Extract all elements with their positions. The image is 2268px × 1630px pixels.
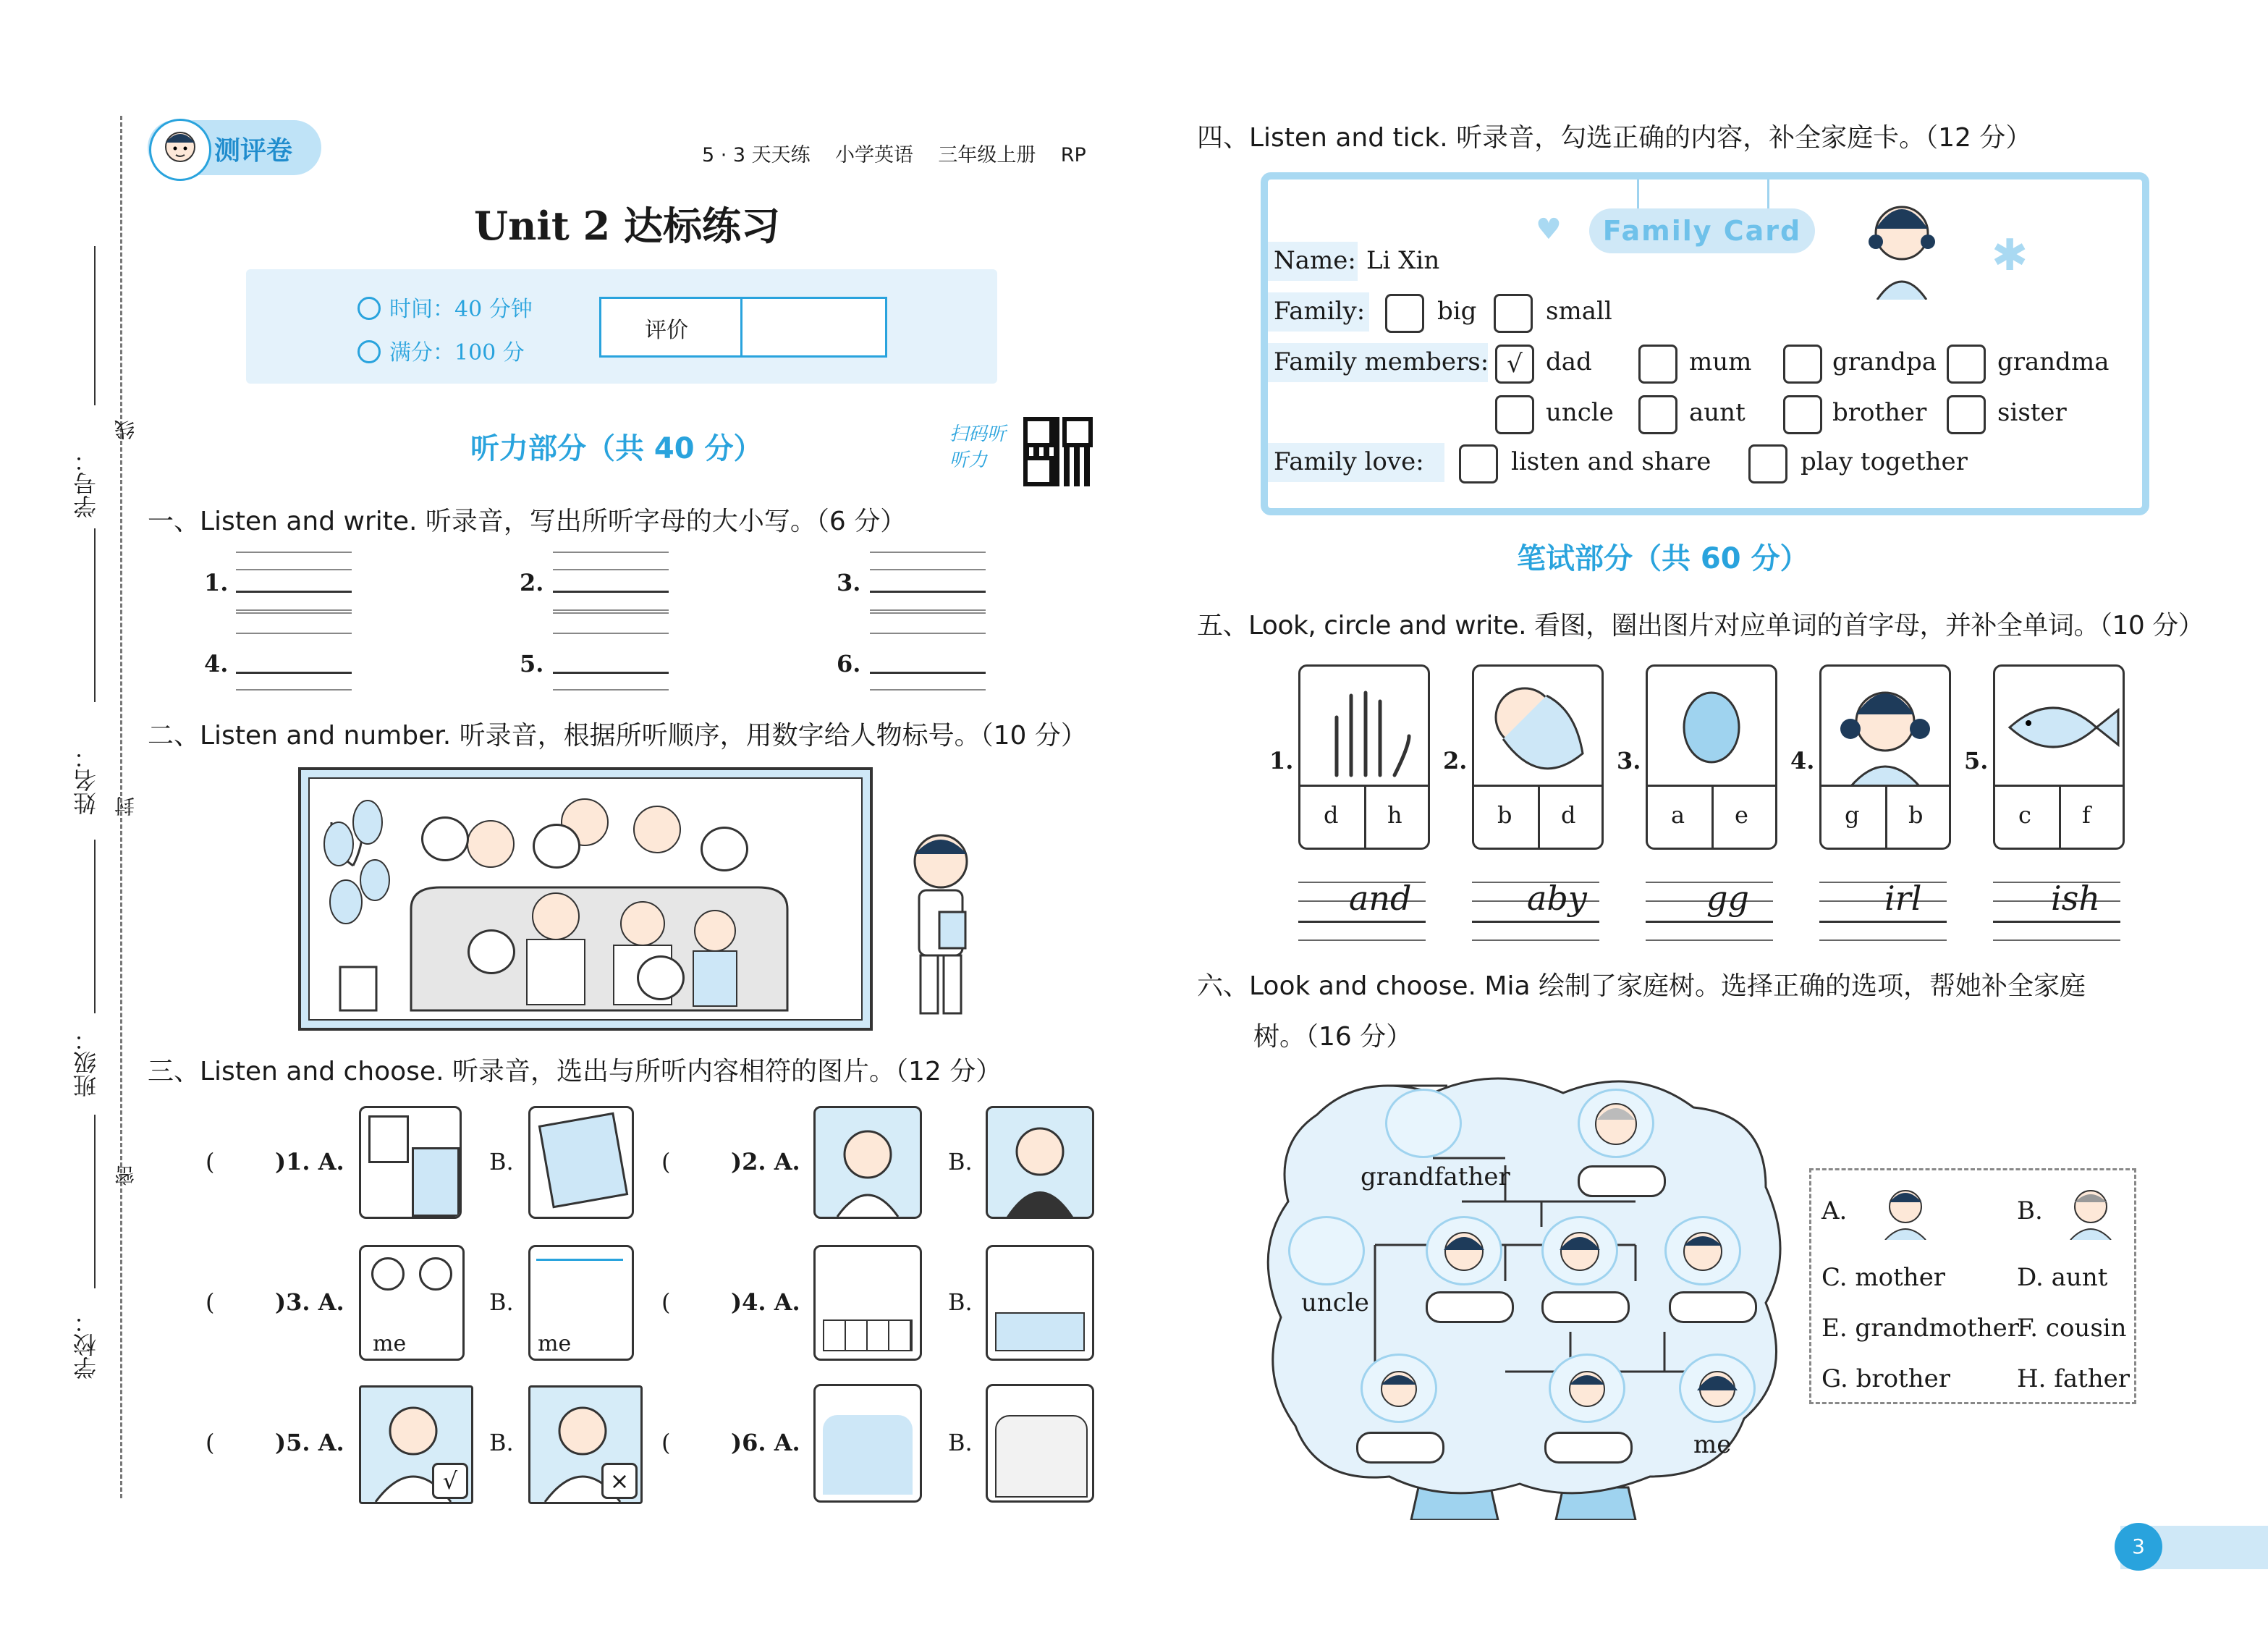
checkbox-sister[interactable] (1947, 395, 1986, 434)
egg-picture (1648, 667, 1775, 787)
q1-num-2: 2. (520, 569, 544, 596)
q5-card-hand (1298, 664, 1430, 850)
star-icon: ✱ (1992, 230, 2028, 281)
option-h[interactable]: H. father (2017, 1364, 2131, 1393)
member-dad: dad (1546, 347, 1592, 376)
q5-word-5: ish (2051, 879, 2100, 918)
q5-num-4: 4. (1790, 747, 1815, 774)
full-score: 满分：100 分 (389, 340, 525, 366)
family-scene-illustration (310, 779, 861, 1019)
q3-b-2: B. (948, 1148, 973, 1175)
number-circle-4[interactable] (467, 929, 515, 974)
option-f[interactable]: F. cousin (2017, 1314, 2127, 1343)
q3-paren-1: ( (206, 1148, 215, 1175)
q3-b-6: B. (948, 1429, 973, 1456)
q5-card-egg (1646, 664, 1777, 850)
member-sister: sister (1997, 398, 2067, 427)
q5-card-fish (1993, 664, 2125, 850)
member-uncle: uncle (1546, 398, 1614, 427)
checkbox-mum[interactable] (1638, 345, 1677, 384)
header-book: 5 · 3 天天练 (702, 144, 811, 166)
q3-2-option-b[interactable] (986, 1106, 1094, 1219)
listening-heading: 听力部分（共 40 分） (470, 432, 763, 465)
fish-picture (1995, 667, 2123, 787)
q5-write-3[interactable] (1646, 879, 1773, 941)
apple-grandmother (1578, 1089, 1654, 1158)
q5-5-letter-left[interactable]: c (2018, 801, 2031, 829)
q3-paren-5: ( (206, 1429, 215, 1456)
q3-1-option-a[interactable] (359, 1106, 462, 1219)
tree-slot-mother[interactable] (1541, 1291, 1630, 1323)
q3-num-3: )3. A. (275, 1288, 344, 1316)
family-tree (1259, 1071, 1795, 1520)
margin-label-school: 学校： (72, 1310, 100, 1380)
q3-paren-2: ( (661, 1148, 671, 1175)
name-value: Li Xin (1366, 246, 1440, 275)
girl-illustration (1858, 191, 1945, 300)
q5-5-letter-right[interactable]: f (2082, 801, 2091, 829)
q3-b-3: B. (489, 1288, 514, 1316)
page-title: Unit 2 达标练习 (474, 203, 780, 249)
q5-num-2: 2. (1443, 747, 1468, 774)
check-icon (357, 340, 381, 363)
apple-uncle (1288, 1216, 1365, 1285)
option-c[interactable]: C. mother (1821, 1263, 1946, 1292)
checkbox-aunt[interactable] (1638, 395, 1677, 434)
member-aunt: aunt (1689, 398, 1746, 427)
margin-line-1 (94, 246, 96, 405)
q1-writing-lines-6[interactable] (870, 612, 986, 679)
hand-picture (1300, 667, 1428, 787)
q3-num-1: )1. A. (275, 1148, 344, 1175)
margin-line-2 (94, 528, 96, 702)
margin-label-name: 姓名： (72, 746, 100, 815)
q3-num-5: )5. A. (275, 1429, 344, 1456)
margin-mark-secret: 密 (114, 1165, 137, 1186)
q3-b-5: B. (489, 1429, 514, 1456)
tick-mark: √ (432, 1463, 468, 1499)
number-circle-1[interactable] (421, 816, 469, 861)
option-small: small (1546, 297, 1612, 326)
tree-slot-father[interactable] (1669, 1291, 1757, 1323)
family-card (1261, 172, 2149, 515)
q1-writing-lines-2[interactable] (553, 552, 669, 618)
q5-1-letter-right[interactable]: h (1387, 801, 1402, 829)
option-e[interactable]: E. grandmother (1821, 1314, 2020, 1343)
margin-mark-seal: 封 (114, 796, 137, 816)
q3-num-4: )4. A. (731, 1288, 800, 1316)
love-listen-share: listen and share (1511, 447, 1711, 476)
q3-3a-me-label: me (373, 1331, 407, 1356)
q5-3-letter-right[interactable]: e (1735, 801, 1748, 829)
member-brother: brother (1832, 398, 1927, 427)
q3-6-option-b[interactable] (986, 1384, 1094, 1503)
love-label: Family love: (1274, 447, 1424, 476)
q5-3-letter-left[interactable]: a (1671, 801, 1685, 829)
q3-instruction: 三、Listen and choose. 听录音，选出与所听内容相符的图片。（12 分） (148, 1057, 1002, 1086)
margin-line-3 (94, 840, 96, 1013)
q3-b-1: B. (489, 1148, 514, 1175)
q5-4-letter-left[interactable]: g (1845, 801, 1860, 829)
family-photo-frame (298, 767, 873, 1031)
test-badge (148, 120, 321, 175)
qr-code-icon[interactable] (1023, 417, 1093, 486)
tree-slot-grandmother[interactable] (1578, 1165, 1666, 1197)
margin-mark-line: 线 (114, 420, 137, 440)
q5-word-4: irl (1884, 879, 1922, 918)
option-b-portrait[interactable] (2062, 1182, 2120, 1240)
option-d[interactable]: D. aunt (2017, 1263, 2108, 1292)
checkbox-listen-share[interactable] (1459, 444, 1498, 483)
q3-4-option-b[interactable] (986, 1245, 1094, 1361)
tree-label-grandfather: grandfather (1361, 1162, 1510, 1191)
tree-label-uncle: uncle (1301, 1288, 1369, 1317)
q3-paren-4: ( (661, 1288, 671, 1316)
clock-icon (357, 297, 381, 320)
info-box (246, 269, 997, 384)
card-title-ribbon (1589, 208, 1815, 253)
apple-cousin (1361, 1354, 1437, 1423)
q6-instruction-line1: 六、Look and choose. Mia 绘制了家庭树。选择正确的选项，帮她补全家庭 (1197, 971, 2086, 1001)
q3-2-option-a[interactable] (813, 1106, 922, 1219)
apple-grandfather (1385, 1089, 1462, 1158)
q3-3b-me-label: me (538, 1331, 572, 1356)
number-circle-3[interactable] (701, 827, 748, 871)
boy-with-book-illustration (883, 825, 999, 1028)
option-g[interactable]: G. brother (1821, 1364, 1950, 1393)
member-grandpa: grandpa (1832, 347, 1937, 376)
q1-writing-lines-4[interactable] (236, 612, 352, 679)
q5-instruction: 五、Look, circle and write. 看图，圈出图片对应单词的首字母，并补全单词。（10 分） (1197, 611, 2204, 641)
tree-slot-cousin[interactable] (1356, 1432, 1444, 1464)
q3-num-2: )2. A. (731, 1148, 800, 1175)
q5-word-3: gg (1706, 879, 1749, 918)
checkbox-dad[interactable]: √ (1495, 345, 1534, 384)
card-title: Family Card (1602, 215, 1802, 247)
q4-instruction: 四、Listen and tick. 听录音，勾选正确的内容，补全家庭卡。（12 分） (1197, 123, 2032, 153)
tree-slot-aunt[interactable] (1426, 1291, 1514, 1323)
apple-mother (1541, 1216, 1618, 1285)
q3-paren-3: ( (206, 1288, 215, 1316)
tree-label-me: me (1693, 1430, 1732, 1459)
checkbox-big[interactable] (1385, 294, 1424, 333)
q5-2-letter-left[interactable]: b (1497, 801, 1512, 829)
margin-label-class: 班级： (72, 1028, 100, 1097)
q3-3-option-b[interactable] (528, 1245, 634, 1361)
apple-brother (1549, 1354, 1625, 1423)
q1-num-4: 4. (204, 650, 229, 677)
q3-b-4: B. (948, 1288, 973, 1316)
member-mum: mum (1689, 347, 1752, 376)
q1-instruction: 一、Listen and write. 听录音，写出所听字母的大小写。（6 分） (148, 507, 907, 536)
checkbox-play-together[interactable] (1748, 444, 1787, 483)
love-play-together: play together (1801, 447, 1968, 476)
baby-picture (1474, 667, 1601, 787)
badge-label: 测评卷 (214, 136, 293, 166)
q5-word-1: and (1349, 879, 1412, 918)
q3-num-6: )6. A. (731, 1429, 800, 1456)
q5-1-letter-left[interactable]: d (1324, 801, 1339, 829)
qr-label: 扫码听听力 (949, 423, 1007, 471)
evaluation-box (599, 297, 887, 358)
header-subject: 小学英语 (835, 144, 914, 166)
q3-1-option-b[interactable] (528, 1106, 634, 1219)
q5-num-1: 1. (1269, 747, 1294, 774)
option-a-letter: A. (1821, 1196, 1848, 1225)
tree-slot-brother[interactable] (1544, 1432, 1633, 1464)
members-label: Family members: (1274, 347, 1489, 376)
apple-aunt (1426, 1216, 1502, 1285)
writing-heading: 笔试部分（共 60 分） (1517, 542, 1809, 575)
page-number: 3 (2132, 1534, 2145, 1558)
checkbox-uncle[interactable] (1495, 395, 1534, 434)
margin-line-4 (94, 1115, 96, 1288)
margin-label-id: 学号： (72, 449, 100, 518)
name-label: Name: (1274, 246, 1356, 275)
q3-4-option-a[interactable] (813, 1245, 922, 1361)
q3-6-option-a[interactable] (813, 1384, 922, 1503)
q5-write-5[interactable] (1993, 879, 2120, 941)
header-edition: RP (1060, 144, 1086, 166)
q1-num-5: 5. (520, 650, 544, 677)
q5-2-letter-right[interactable]: d (1561, 801, 1576, 829)
q5-write-1[interactable] (1298, 879, 1426, 941)
family-label: Family: (1274, 297, 1366, 326)
girl-picture (1821, 667, 1949, 787)
q3-paren-6: ( (661, 1429, 671, 1456)
number-circle-5[interactable] (637, 955, 685, 1000)
q5-num-5: 5. (1964, 747, 1989, 774)
checkbox-grandma[interactable] (1947, 345, 1986, 384)
student-avatar-icon (149, 119, 211, 181)
q5-4-letter-right[interactable]: b (1908, 801, 1924, 829)
evaluation-label: 评价 (645, 318, 688, 343)
q1-num-1: 1. (204, 569, 229, 596)
heart-icon: ♥ (1536, 213, 1562, 246)
q1-num-3: 3. (837, 569, 861, 596)
options-box (1809, 1168, 2136, 1404)
checkbox-small[interactable] (1494, 294, 1533, 333)
q1-writing-lines-3[interactable] (870, 552, 986, 618)
option-b-letter: B. (2017, 1196, 2043, 1225)
q5-num-3: 3. (1617, 747, 1641, 774)
q5-word-2: aby (1527, 879, 1587, 918)
q2-instruction: 二、Listen and number. 听录音，根据所听顺序，用数字给人物标号。（10 分） (148, 721, 1087, 751)
q5-card-baby (1472, 664, 1604, 850)
cross-mark: × (601, 1463, 638, 1499)
number-circle-2[interactable] (533, 824, 580, 869)
header-info (702, 139, 1086, 167)
q1-writing-lines-1[interactable] (236, 552, 352, 618)
q3-5-option-b[interactable] (528, 1385, 643, 1504)
page-number-circle (2115, 1523, 2162, 1571)
q5-card-girl (1819, 664, 1951, 850)
member-grandma: grandma (1997, 347, 2110, 376)
apple-father (1664, 1216, 1741, 1285)
q1-num-6: 6. (837, 650, 861, 677)
q1-writing-lines-5[interactable] (553, 612, 669, 679)
q3-3-option-a[interactable] (359, 1245, 465, 1361)
q6-instruction-line2: 树。（16 分） (1253, 1022, 1413, 1052)
option-big: big (1437, 297, 1477, 326)
time-limit: 时间：40 分钟 (389, 297, 533, 322)
q3-5-option-a[interactable] (359, 1385, 473, 1504)
apple-me (1679, 1354, 1756, 1423)
checkbox-grandpa[interactable] (1783, 345, 1822, 384)
option-a-portrait[interactable] (1876, 1182, 1934, 1240)
checkbox-brother[interactable] (1783, 395, 1822, 434)
q5-write-4[interactable] (1819, 879, 1947, 941)
header-grade: 三年级上册 (938, 144, 1036, 166)
q5-write-2[interactable] (1472, 879, 1599, 941)
